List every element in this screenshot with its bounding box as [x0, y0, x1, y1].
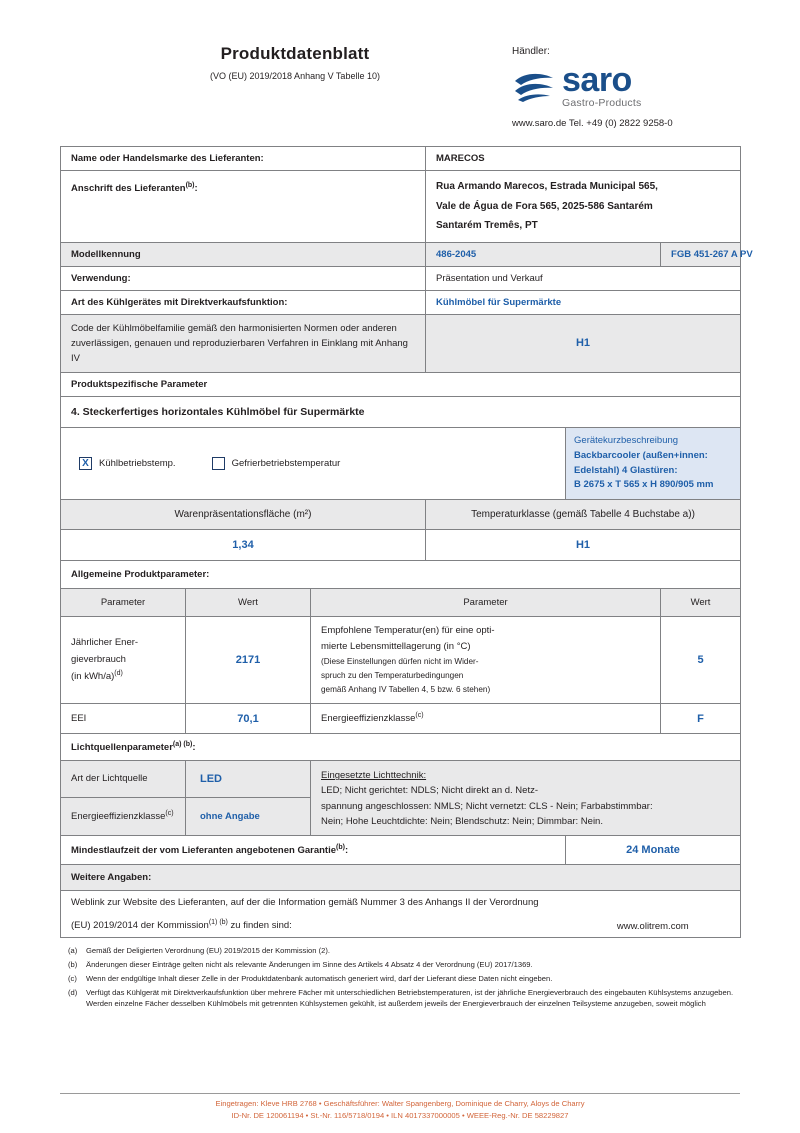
row-area-tempclass-header — [61, 499, 741, 529]
light-technology-title: Eingesetzte Lichttechnik: — [321, 770, 427, 782]
dealer-block — [512, 46, 732, 129]
address-line-1: Rua Armando Marecos, Estrada Municipal 565, — [436, 181, 658, 192]
device-description-line-1: Backbarcooler (außen+innen: Edelstahl) 4 Glastüren: — [574, 449, 708, 476]
row-area-tempclass-values — [61, 529, 741, 560]
operating-mode-cell — [61, 428, 566, 500]
row-warranty — [61, 835, 741, 864]
col-header-value-1: Wert — [186, 588, 311, 616]
title-block — [60, 26, 530, 81]
temperature-class-value: H1 — [426, 529, 741, 560]
light-efficiency-value: ohne Angabe — [186, 797, 311, 835]
light-source-value: LED — [186, 761, 311, 798]
section-4-heading: 4. Steckerfertiges horizontales Kühlmöbel für Supermärkte — [61, 397, 741, 428]
footnote-b-mark: (b) — [68, 960, 78, 970]
footnotes — [60, 945, 740, 1009]
footnote-d — [60, 987, 740, 1009]
footnote-c-mark: (c) — [68, 974, 77, 984]
footer-divider — [60, 1093, 740, 1094]
footnote-b — [60, 959, 740, 970]
address-line-2: Vale de Água de Fora 565, 2025-586 Santarém — [436, 200, 653, 212]
datasheet-table — [60, 146, 753, 938]
weblink-label — [61, 891, 566, 938]
row-further-info — [61, 865, 741, 891]
saro-logo-subtitle: Gastro-Products — [562, 96, 642, 109]
recommended-temperature-value: 5 — [661, 616, 741, 703]
row-appliance-type — [61, 290, 741, 314]
row-product-specific — [61, 373, 741, 397]
footnote-c — [60, 973, 740, 984]
footer-line-1: Eingetragen: Kleve HRB 2768 • Geschäftsführer: Walter Spangenberg, Dominique de Charry, Aloys de Charry — [215, 1098, 585, 1108]
supplier-name-value: MARECOS — [426, 147, 741, 171]
display-area-label: Warenpräsentationsfläche (m²) — [61, 499, 426, 529]
row-weblink — [61, 891, 741, 938]
temperature-class-label: Temperaturklasse (gemäß Tabelle 4 Buchstabe a)) — [426, 499, 741, 529]
device-description-box — [566, 428, 741, 500]
further-info-heading: Weitere Angaben: — [61, 865, 741, 891]
dealer-label: Händler: — [512, 46, 550, 57]
model-label: Modellkennung — [61, 242, 426, 266]
supplier-address-label: Anschrift des Lieferanten$^{(b)}$: — [61, 171, 426, 243]
row-supplier-address — [61, 171, 741, 243]
page-subtitle: (VO (EU) 2019/2018 Anhang V Tabelle 10) — [210, 71, 380, 81]
weblink-line-2: (EU) 2019/2014 der Kommission$^{(1) (b)}$ zu finden sind: — [71, 919, 292, 932]
col-header-value-2: Wert — [661, 588, 741, 616]
warranty-value: 24 Monate — [566, 835, 741, 864]
row-general-params — [61, 560, 741, 588]
weblink-line-1: Weblink zur Website des Lieferanten, auf der die Information gemäß Nummer 3 des Anhangs II der Verordnung — [71, 897, 539, 909]
footnote-c-text: Wenn der endgültige Inhalt dieser Zelle in der Produktdatenbank automatisch generiert wird, darf der Lieferant diese Daten nicht eingeben. — [86, 974, 553, 984]
footer-line-2: ID-Nr. DE 120061194 • St.-Nr. 116/5718/0194 • ILN 4017337000005 • WEEE-Reg.-Nr. DE 58229827 — [231, 1111, 569, 1121]
model-value-2: FGB 451-267 A PV — [661, 242, 741, 266]
model-value-1: 486-2045 — [426, 242, 661, 266]
saro-wave-icon — [512, 71, 556, 105]
light-efficiency-label: Energieeffizienzklasse$^{(c)}$ — [61, 797, 186, 835]
checkbox-cooling[interactable]: X — [79, 457, 92, 470]
general-parameters-heading: Allgemeine Produktparameter: — [61, 560, 741, 588]
row-model — [61, 242, 741, 266]
device-description-title: Gerätekurzbeschreibung — [574, 435, 679, 447]
device-description-line-2: B 2675 x T 565 x H 890/905 mm — [574, 479, 714, 491]
efficiency-class-label: Energieeffizienzklasse$^{(c)}$ — [311, 704, 661, 734]
light-parameters-heading: Lichtquellenparameter$^{(a) (b)}$: — [61, 734, 741, 761]
page-footer — [0, 1093, 800, 1123]
weblink-value[interactable]: www.olitrem.com — [566, 891, 741, 938]
saro-logo-text: saro — [562, 61, 632, 99]
row-light-source — [61, 761, 741, 798]
footnote-d-text: Verfügt das Kühlgerät mit Direktverkaufsfunktion über mehrere Fächer mit unterschiedlichen Betriebstemperaturen, ist der jährliche Energieverbrauch des eingebauten Kühlsystems anzugeben. Werden einzelne Fächer desselben Kühlmöbels mit getrennten Kühlsystemen gekühlt, ist außerdem jeweils der Energieverbrauch der einzelnen Teilsysteme anzugeben, soweit möglich — [86, 988, 734, 1009]
usage-label: Verwendung: — [61, 266, 426, 290]
product-specific-heading: Produktspezifische Parameter — [61, 373, 741, 397]
col-header-parameter-1: Parameter — [61, 588, 186, 616]
light-technology-line-3: Nein; Hohe Leuchtdichte: Nein; Blendschutz: Nein; Dimmbar: Nein. — [321, 815, 603, 827]
eei-value: 70,1 — [186, 704, 311, 734]
family-code-label: Code der Kühlmöbelfamilie gemäß den harmonisierten Normen oder anderen zuverlässigen, genauen und reproduzierbaren Verfahren in Einklang mit Anhang IV — [61, 314, 426, 373]
efficiency-class-value: F — [661, 704, 741, 734]
usage-value: Präsentation und Verkauf — [426, 266, 741, 290]
family-code-value: H1 — [426, 314, 741, 373]
checkbox-freezing-label: Gefrierbetriebstemperatur — [231, 458, 341, 469]
footnote-d-mark: (d) — [68, 988, 78, 998]
warranty-label: Mindestlaufzeit der vom Lieferanten angebotenen Garantie$^{(b)}$: — [61, 835, 566, 864]
appliance-type-label: Art des Kühlgerätes mit Direktverkaufsfunktion: — [61, 290, 426, 314]
row-section4 — [61, 397, 741, 428]
row-annual-energy — [61, 616, 741, 703]
annual-energy-value: 2171 — [186, 616, 311, 703]
col-header-parameter-2: Parameter — [311, 588, 661, 616]
row-operating-mode — [61, 428, 741, 500]
light-source-label: Art der Lichtquelle — [61, 761, 186, 798]
display-area-value: 1,34 — [61, 529, 426, 560]
light-technology-line-1: LED; Nicht gerichtet: NDLS; Nicht direkt an d. Netz- — [321, 785, 538, 797]
page-title: Produktdatenblatt — [220, 44, 370, 63]
row-usage — [61, 266, 741, 290]
footnote-a-text: Gemäß der Deligierten Verordnung (EU) 2019/2015 der Kommission (2). — [86, 946, 330, 956]
row-light-params-heading — [61, 734, 741, 761]
annual-energy-label: Jährlicher Ener- gieverbrauch (in kWh/a)$^{(d)}$ — [61, 616, 186, 703]
saro-logo — [512, 61, 732, 109]
document-header — [60, 26, 740, 146]
eei-label: EEI — [61, 704, 186, 734]
recommended-temperature-label: Empfohlene Temperatur(en) für eine opti- mierte Lebensmittellagerung (in °C) (Diese Einstellungen dürfen nicht im Wider- spruch zu den Temperaturbedingungen gemäß Anhang IV Tabellen 4, 5 bzw. 6 stehen) — [311, 616, 661, 703]
footnote-a-mark: (a) — [68, 946, 78, 956]
address-line-3: Santarém Tremês, PT — [436, 220, 538, 231]
light-technology-line-2: spannung angeschlossen: NMLS; Nicht vernetzt: CLS - Nein; Farbabstimmbar: — [321, 800, 653, 812]
row-params-header — [61, 588, 741, 616]
light-technology-cell — [311, 761, 741, 836]
row-supplier-name — [61, 147, 741, 171]
supplier-address-value — [426, 171, 741, 243]
appliance-type-value: Kühlmöbel für Supermärkte — [426, 290, 741, 314]
row-family-code — [61, 314, 741, 373]
row-eei — [61, 704, 741, 734]
dealer-contact: www.saro.de Tel. +49 (0) 2822 9258-0 — [512, 117, 673, 129]
supplier-name-label: Name oder Handelsmarke des Lieferanten: — [61, 147, 426, 171]
checkbox-cooling-label: Kühlbetriebstemp. — [99, 458, 176, 469]
footnote-b-text: Änderungen dieser Einträge gelten nicht als relevante Änderungen im Sinne des Artikels 4 Absatz 4 der Verordnung (EU) 2017/1369. — [86, 960, 533, 970]
footnote-a — [60, 945, 740, 956]
checkbox-freezing[interactable] — [212, 457, 225, 470]
